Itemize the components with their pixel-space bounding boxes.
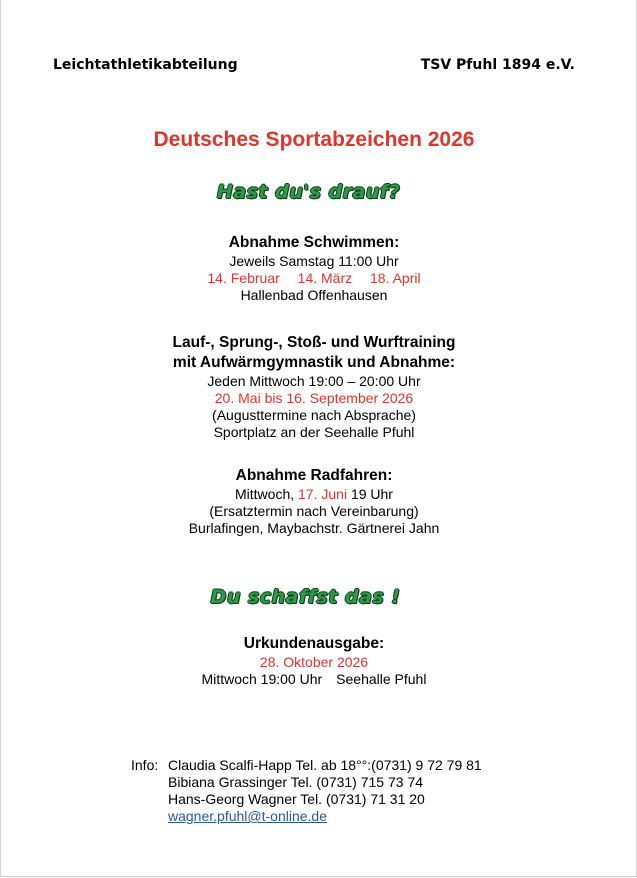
header-department: Leichtathletikabteilung xyxy=(53,57,238,73)
lauf-line: Jeden Mittwoch 19:00 – 20:00 Uhr xyxy=(207,373,421,389)
rad-prefix: Mittwoch, xyxy=(235,486,299,502)
urkunde-time: Mittwoch 19:00 Uhr xyxy=(201,671,323,687)
urkunde-heading: Urkundenausgabe: xyxy=(243,635,385,652)
rad-line xyxy=(0,486,628,503)
schwimmen-place: Hallenbad Offenhausen xyxy=(240,287,388,303)
urkunde-line xyxy=(0,671,628,688)
info-contacts xyxy=(168,757,528,825)
schwimmen-line: Jeweils Samstag 11:00 Uhr xyxy=(229,253,399,269)
contact-line: Bibiana Grassinger Tel. (0731) 715 73 74 xyxy=(168,774,424,790)
rad-place: Burlafingen, Maybachstr. Gärtnerei Jahn xyxy=(188,520,440,536)
lauf-note: (Augusttermine nach Absprache) xyxy=(212,407,416,423)
rad-note: (Ersatztermin nach Vereinbarung) xyxy=(209,503,419,519)
rad-date: 17. Juni xyxy=(298,486,348,502)
urkunde-place: Seehalle Pfuhl xyxy=(336,671,427,687)
section-schwimmen xyxy=(0,233,628,304)
lauf-heading-1: Lauf-, Sprung-, Stoß- und Wurftraining xyxy=(172,334,456,351)
schwimmen-date-1: 14. Februar xyxy=(207,270,280,286)
lauf-heading-2: mit Aufwärmgymnastik und Abnahme: xyxy=(172,354,456,371)
contact-line: Hans-Georg Wagner Tel. (0731) 71 31 20 xyxy=(168,791,425,807)
section-rad xyxy=(0,466,628,537)
section-lauf xyxy=(0,333,628,441)
page-title: Deutsches Sportabzeichen 2026 xyxy=(153,128,475,151)
slogan-top: Hast du's drauf? xyxy=(216,181,401,203)
info-label: Info: xyxy=(131,757,159,773)
contact-line: Claudia Scalfi-Happ Tel. ab 18°°:(0731) 9 72 79 81 xyxy=(168,757,482,773)
header-club: TSV Pfuhl 1894 e.V. xyxy=(420,57,575,73)
slogan-bottom: Du schaffst das ! xyxy=(210,586,401,608)
schwimmen-date-3: 18. April xyxy=(370,270,421,286)
rad-heading: Abnahme Radfahren: xyxy=(235,467,393,484)
rad-suffix: 19 Uhr xyxy=(347,486,393,502)
schwimmen-heading: Abnahme Schwimmen: xyxy=(228,234,400,251)
schwimmen-date-2: 14. März xyxy=(297,270,353,286)
lauf-range: 20. Mai bis 16. September 2026 xyxy=(214,390,414,406)
lauf-place: Sportplatz an der Seehalle Pfuhl xyxy=(213,424,415,440)
schwimmen-dates xyxy=(0,270,628,287)
email-link[interactable]: wagner.pfuhl@t-online.de xyxy=(168,808,327,824)
section-urkunde xyxy=(0,634,628,688)
urkunde-date: 28. Oktober 2026 xyxy=(259,654,369,670)
